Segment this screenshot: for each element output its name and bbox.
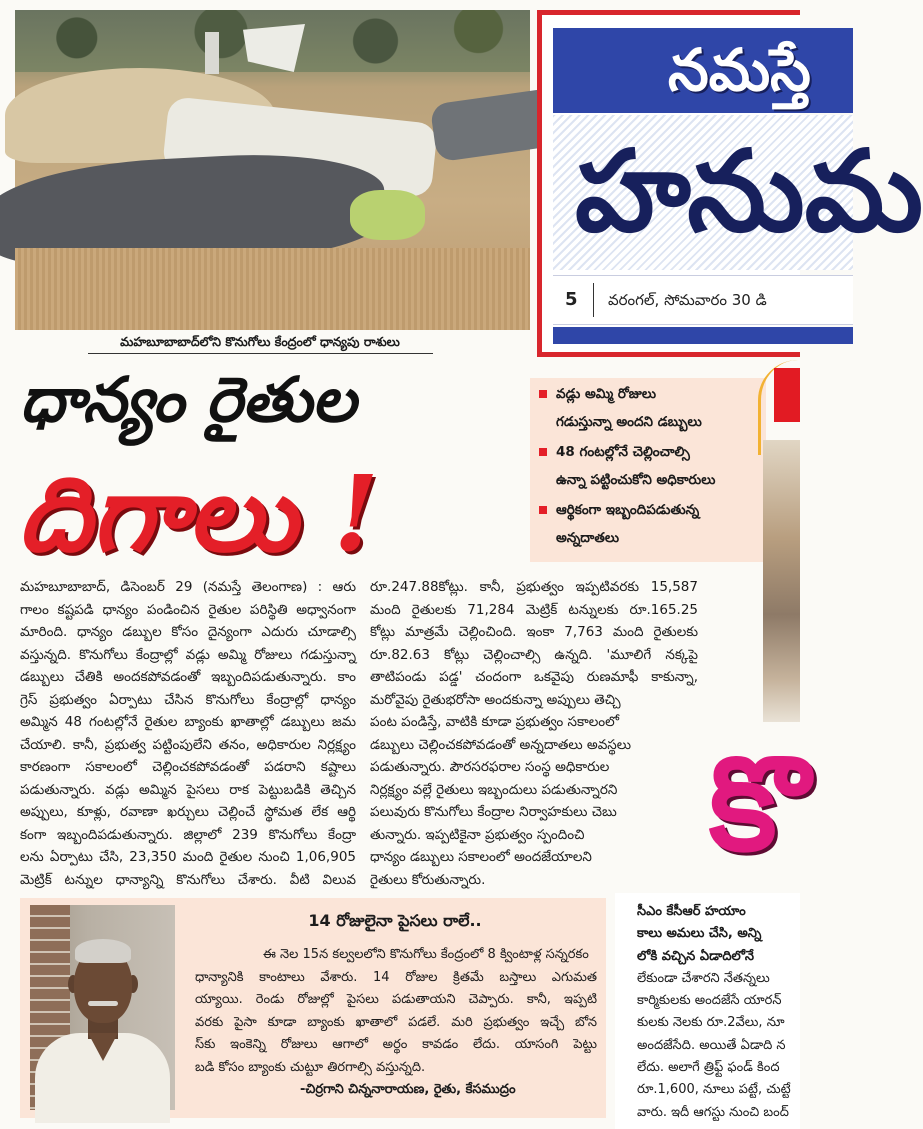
portrait-mustache	[88, 1001, 118, 1006]
masthead-bottom-bar	[553, 327, 853, 344]
masthead-edition: హనుమ	[575, 127, 923, 257]
adjacent-article	[615, 893, 800, 1129]
adjacent-crowd-photo	[763, 440, 800, 722]
body-line: తాటిపండు పడ్డ' చందంగా ఒకవైపు రుణమాఫీ కాకున్నా,	[370, 669, 698, 685]
body-line: తున్నారు. ఇప్పటికైనా ప్రభుత్వం స్పందించి	[370, 826, 585, 843]
adjacent-banner-text: కొ	[709, 728, 810, 880]
adjacent-line: లేకుండా చేశారని నేతన్నలు	[637, 970, 770, 986]
masthead-brand-band	[553, 28, 853, 113]
headline-line-1: ధాన్యం రైతుల	[20, 363, 356, 436]
bullet-square-icon	[539, 448, 547, 456]
adjacent-banner	[705, 728, 810, 880]
caption-underline	[88, 353, 433, 354]
article-column-1	[20, 576, 356, 891]
body-line: కోట్లు మాత్రమే చెల్లించింది. ఇంకా 7,763 మంది రైతులకు	[370, 624, 698, 640]
body-line: రూ.247.88కోట్లు. కానీ, ప్రభుత్వం ఇప్పటివరకు 15,587	[370, 579, 698, 595]
highlight-item	[530, 496, 766, 552]
adjacent-line: కులకు నెలకు రూ.2వేలు, నూ	[637, 1015, 785, 1031]
highlight-item	[530, 438, 766, 494]
body-line: పడుతున్నారు. వడ్లు అమ్మిన పైసలు రాక పెట్టుబడికి తెచ్చిన	[20, 781, 356, 798]
adjacent-article-text	[637, 901, 837, 1124]
body-line: కారణంగా సకాలంలో చెల్లించకపోవడంతో పడరాని కష్టాలు	[20, 759, 356, 775]
quote-line: స్‌కు ఇంకెన్ని రోజులు ఆగాలో అర్థం కావడం లేదు. యాసంగి పెట్టు	[195, 1037, 597, 1052]
quote-title: 14 రోజులైనా పైసలు రాలే..	[308, 911, 482, 930]
adjacent-line: లేదు. అలాగే త్రిఫ్ట్ ఫండ్ కింద	[637, 1060, 780, 1076]
highlight-line: గడుస్తున్నా అందని డబ్బులు	[556, 414, 702, 430]
body-line: ధాన్యం డబ్బులు సకాలంలో అందజేయాలని	[370, 849, 592, 865]
body-line: డబ్బులు చేతికి అందకపోవడంతో ఇబ్బందిపడుతున్నారు. కాం	[20, 669, 356, 685]
body-line: మెట్రిక్ టన్నుల ధాన్యాన్ని కొనుగోలు చేశారు. వీటి విలువ	[20, 871, 356, 888]
body-line: వస్తున్నది. కొనుగోలు కేంద్రాల్లో వడ్లు అమ్మి రోజులు గడుస్తున్నా	[20, 646, 356, 663]
quote-line: ధాన్యానికి కాంటాలు వేశారు. 14 రోజుల క్రితమే బస్తాలు ఎగుమత	[195, 969, 597, 985]
adjacent-line: కార్మికులకు అందజేసే యారన్	[637, 993, 782, 1009]
dateline-divider	[593, 283, 594, 317]
body-line: మరోవైపు రైతుభరోసా అందకున్నా అప్పులు తెచ్చి	[370, 691, 621, 708]
farmer-quote-box	[20, 898, 606, 1118]
adjacent-line: లోకి వచ్చిన ఏడాదిలోనే	[637, 948, 755, 964]
highlight-line: ఆర్థికంగా ఇబ్బందిపడుతున్న	[556, 502, 700, 518]
quote-line: బడి కోసం బ్యాంకు చుట్టూ తిరగాల్సి వస్తున్నది.	[195, 1059, 426, 1075]
quote-line: వరకు పైసా కూడా బ్యాంకు ఖాతాలో పడలే. మరి ప్రభుత్వం ఇచ్చే బోన	[195, 1014, 597, 1030]
bullet-square-icon	[539, 506, 547, 514]
photo-caption: మహబూబాబాద్‌లోని కొనుగోలు కేంద్రంలో ధాన్యపు రాశులు	[120, 334, 400, 349]
body-line: మహబూబాబాద్, డిసెంబర్ 29 (నమస్తే తెలంగాణ) : ఆరు	[20, 579, 356, 595]
masthead-brand: నమస్తే	[668, 36, 811, 104]
body-line: మారింది. ధాన్యం డబ్బుల కోసం దైన్యంగా ఎదురు చూడాల్సి	[20, 624, 356, 640]
body-line: పలువురు కొనుగోలు కేంద్రాల నిర్వాహకులు చెబు	[370, 804, 617, 820]
body-line: అమ్మిన 48 గంటల్లోనే రైతుల బ్యాంకు ఖాతాల్లో డబ్బులు జమ	[20, 714, 356, 730]
page-number: 5	[565, 289, 578, 310]
dateline: వరంగల్, సోమవారం 30 డి	[608, 291, 767, 309]
quote-attribution: -చిర్రగాని చిన్ననారాయణ, రైతు, కేసముద్రం	[300, 1082, 516, 1097]
masthead-dateline-row	[553, 275, 853, 325]
body-line: నిర్లక్ష్యం వల్లే రైతులు ఇబ్బందులు పడుతున్నారని	[370, 781, 618, 798]
masthead	[537, 10, 923, 357]
highlight-line: అన్నదాతలు	[556, 530, 620, 546]
highlight-line: 48 గంటల్లోనే చెల్లించాల్సి	[556, 444, 690, 460]
headline-line-2: దిగాలు !	[18, 452, 379, 575]
body-line: అప్పులు, కూళ్లు, రవాణా ఖర్చులు చెల్లించే స్థోమత లేక ఆర్థి	[20, 804, 356, 820]
adjacent-line: రూ.1,600, నూలు పట్టే, చుట్టే	[637, 1082, 791, 1098]
body-line: కంగా ఇబ్బందిపడుతున్నారు. జిల్లాలో 239 కొనుగోలు కేంద్రా	[20, 826, 356, 843]
quote-line: య్యాయి. రెండు రోజుల్లో పైసలు పడుతాయని చెప్పారు. కానీ, ఇప్పటి	[195, 992, 597, 1007]
body-line: మంది రైతులకు 71,284 మెట్రిక్ టన్నులకు రూ.165.25	[370, 601, 698, 618]
bullet-square-icon	[539, 390, 547, 398]
article-column-2	[370, 576, 698, 891]
photo-pole	[205, 32, 219, 74]
masthead-edition-band	[553, 115, 923, 270]
body-line: డబ్బులు చెల్లించకపోవడంతో అన్నదాతలు అవస్థలు	[370, 736, 632, 753]
quote-text	[195, 944, 597, 1079]
body-line: గ్రెస్ ప్రభుత్వం ఏర్పాటు చేసిన కొనుగోలు కేంద్రాల్లో ధాన్యం	[20, 691, 356, 708]
adjacent-line: వారు. ఇదీ ఆగస్టు నుంచి బంద్	[637, 1104, 789, 1120]
farmer-portrait-photo	[30, 905, 175, 1110]
body-line: రైతులు కోరుతున్నారు.	[370, 871, 486, 888]
body-line: పంట పండిస్తే, వాటికి కూడా ప్రభుత్వం సకాలంలో	[370, 714, 620, 730]
body-line: చేయాలి. కానీ, ప్రభుత్వ పట్టింపులేని తనం, అధికారుల నిర్లక్ష్యం	[20, 736, 356, 753]
adjacent-line: సీఎం కేసీఆర్ హయాం	[637, 904, 746, 919]
body-line: పడుతున్నారు. పౌరసరఫరాల సంస్థ అధికారుల	[370, 759, 610, 775]
quote-line: ఈ నెల 15న కల్వలలోని కొనుగోలు కేంద్రంలో 8 క్వింటాళ్ల సన్నరకం	[263, 947, 589, 962]
adjacent-line: అందజేసేది. అయితే ఏడాది న	[637, 1037, 786, 1053]
highlight-line: వడ్లు అమ్మి రోజులు	[556, 386, 657, 402]
adjacent-line: కాలు అమలు చేసి, అన్ని	[637, 926, 762, 942]
adjacent-red-headline-fragment	[774, 368, 800, 422]
grain-heaps-photo	[15, 10, 530, 330]
body-line: రూ.82.63 కోట్లు చెల్లించాల్సి ఉన్నది. 'మూలిగే నక్కపై	[370, 646, 698, 663]
portrait-hair	[75, 939, 131, 963]
highlight-line: ఉన్నా పట్టించుకోని అధికారులు	[556, 472, 716, 488]
highlight-item	[530, 380, 766, 436]
photo-grain-heap-front	[15, 248, 530, 330]
highlights-box	[530, 378, 766, 562]
photo-green-sack	[350, 190, 425, 240]
body-line: గాలం కష్టపడి ధాన్యం పండించిన రైతుల పరిస్థితి అధ్వానంగా	[20, 601, 356, 618]
body-line: లను ఏర్పాటు చేసి, 23,350 మంది రైతుల నుంచి 1,06,905	[20, 849, 356, 865]
